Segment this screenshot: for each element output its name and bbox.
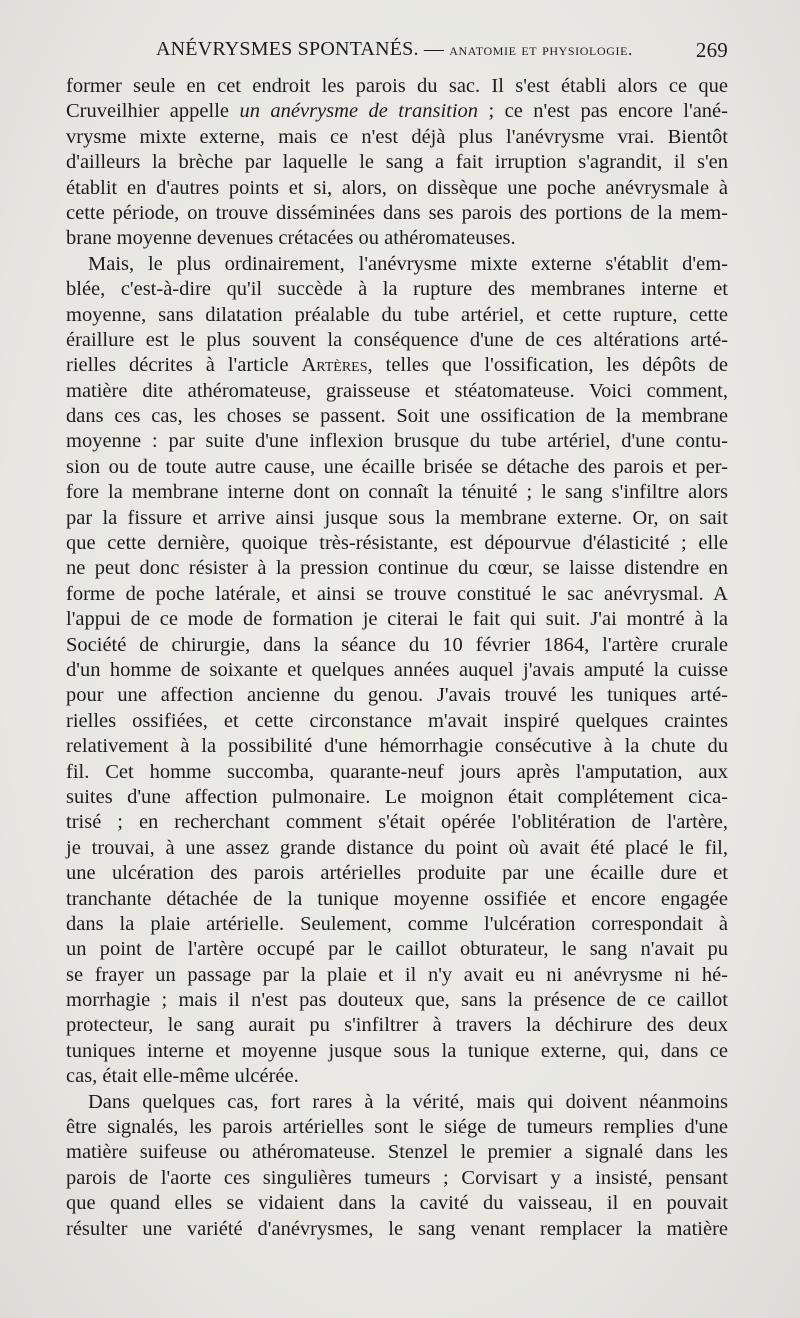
text-line: Société de chirurgie, dans la séance du 10 février 1864, l'artère crurale [66,633,728,656]
text-line: se frayer un passage par la plaie et il n'y avait eu ni anévrysme ni hé- [66,963,728,986]
text-line: d'un homme de soixante et quelques années auquel j'avais amputé la cuisse [66,658,728,681]
text-line: cette période, on trouve disséminées dans ses parois des portions de la mem- [66,201,728,224]
text-line: pour une affection ancienne du genou. J'avais trouvé les tuniques arté- [66,684,728,707]
text-line: que cette dernière, quoique très-résistante, est dépourvue d'élasticité ; elle [66,532,728,555]
text-line: morrhagie ; mais il n'est pas douteux que, sans la présence de ce caillot [66,989,728,1012]
running-head-title: ANÉVRYSMES SPONTANÉS. — anatomie et physiologie. [156,38,633,60]
text-line: moyenne : par suite d'une inflexion brusque du tube artériel, d'une contu- [66,430,728,453]
text-line: protecteur, le sang aurait pu s'infiltrer à travers la déchirure des deux [66,1014,728,1037]
text-line: tranchante détachée de la tunique moyenne ossifiée et encore engagée [66,887,728,910]
text-line: que quand elles se vidaient dans la cavité du vaisseau, il en pouvait [66,1192,728,1215]
text-line: rielles décrites à l'article Artères, telles que l'ossification, les dépôts de [66,354,729,377]
text-line: d'ailleurs la brèche par laquelle le sang a fait irruption s'agrandit, il s'en [66,151,728,174]
text-line: l'appui de ce mode de formation je citerai le fait qui suit. J'ai montré à la [66,608,728,631]
text-line: une ulcération des parois artérielles produite par une écaille dure et [66,862,728,885]
text-line: être signalés, les parois artérielles sont le siége de tumeurs remplies d'une [66,1116,728,1139]
text-line: moyenne, sans dilatation préalable du tube artériel, et cette rupture, cette [66,303,728,326]
text-line: blée, c'est-à-dire qu'il succède à la rupture des membranes interne et [66,278,728,301]
text-line: former seule en cet endroit les parois du sac. Il s'est établi alors ce que [66,75,728,97]
text-line: sion ou de toute autre cause, une écaille brisée se détache des parois et per- [66,455,728,478]
text-line: cas, était elle-même ulcérée. [66,1065,299,1088]
text-line: un point de l'artère occupé par le caillot obturateur, le sang n'avait pu [66,938,728,961]
text-line: suites d'une affection pulmonaire. Le moignon était complétement cica- [66,785,728,808]
text-line: dans ces cas, les choses se passent. Soit une ossification de la membrane [66,405,728,428]
body-text [66,74,728,1242]
page-number: 269 [695,38,728,62]
text-line: Cruveilhier appelle un anévrysme de transition ; ce n'est pas encore l'ané- [66,100,728,123]
text-line: forme de poche latérale, et ainsi se trouve constitué le sac anévrysmal. A [66,582,728,605]
running-head-section: anatomie et physiologie. [449,40,633,59]
text-line: fil. Cet homme succomba, quarante-neuf jours après l'amputation, aux [66,760,728,783]
running-head [66,0,728,70]
small-caps-term: Artères [301,354,368,377]
text-line: dans la plaie artérielle. Seulement, comme l'ulcération correspondait à [66,912,728,935]
text-line: ne peut donc résister à la pression continue du cœur, se laisse distendre en [66,557,728,580]
text-line: Mais, le plus ordinairement, l'anévrysme mixte externe s'établit d'em- [88,252,728,275]
text-line: matière dite athéromateuse, graisseuse et stéatomateuse. Voici comment, [66,379,728,402]
text-line: Dans quelques cas, fort rares à la vérité, mais qui doivent néanmoins [88,1090,728,1113]
italic-term: un anévrysme de transition [239,100,479,123]
text-line: rielles ossifiées, et cette circonstance m'avait inspiré quelques craintes [66,709,728,732]
text-line: matière suifeuse ou athéromateuse. Stenzel le premier a signalé dans les [66,1141,728,1164]
text-line: établit en d'autres points et si, alors, on dissèque une poche anévrysmale à [66,176,728,199]
text-line: éraillure est le plus souvent la conséquence d'une de ces altérations arté- [66,328,728,351]
text-line: tuniques interne et moyenne jusque sous la tunique externe, qui, dans ce [66,1039,728,1062]
text-line: vrysme mixte externe, mais ce n'est déjà plus l'anévrysme vrai. Bientôt [66,125,728,148]
text-line: parois de l'aorte ces singulières tumeurs ; Corvisart y a insisté, pensant [66,1166,728,1189]
running-head-dash: — [418,38,450,60]
text-line: fore la membrane interne dont on connaît la ténuité ; le sang s'infiltre alors [66,481,728,504]
text-line: trisé ; en recherchant comment s'était opérée l'oblitération de l'artère, [66,811,728,834]
text-line: par la fissure et arrive ainsi jusque sous la membrane externe. Or, on sait [66,506,728,529]
text-line: je trouvai, à une assez grande distance du point où avait été placé le fil, [66,836,728,859]
text-line: relativement à la possibilité d'une hémorrhagie consécutive à la chute du [66,735,728,758]
text-line: brane moyenne devenues crétacées ou athéromateuses. [66,227,516,250]
text-line: résulter une variété d'anévrysmes, le sang venant remplacer la matière [66,1217,728,1240]
